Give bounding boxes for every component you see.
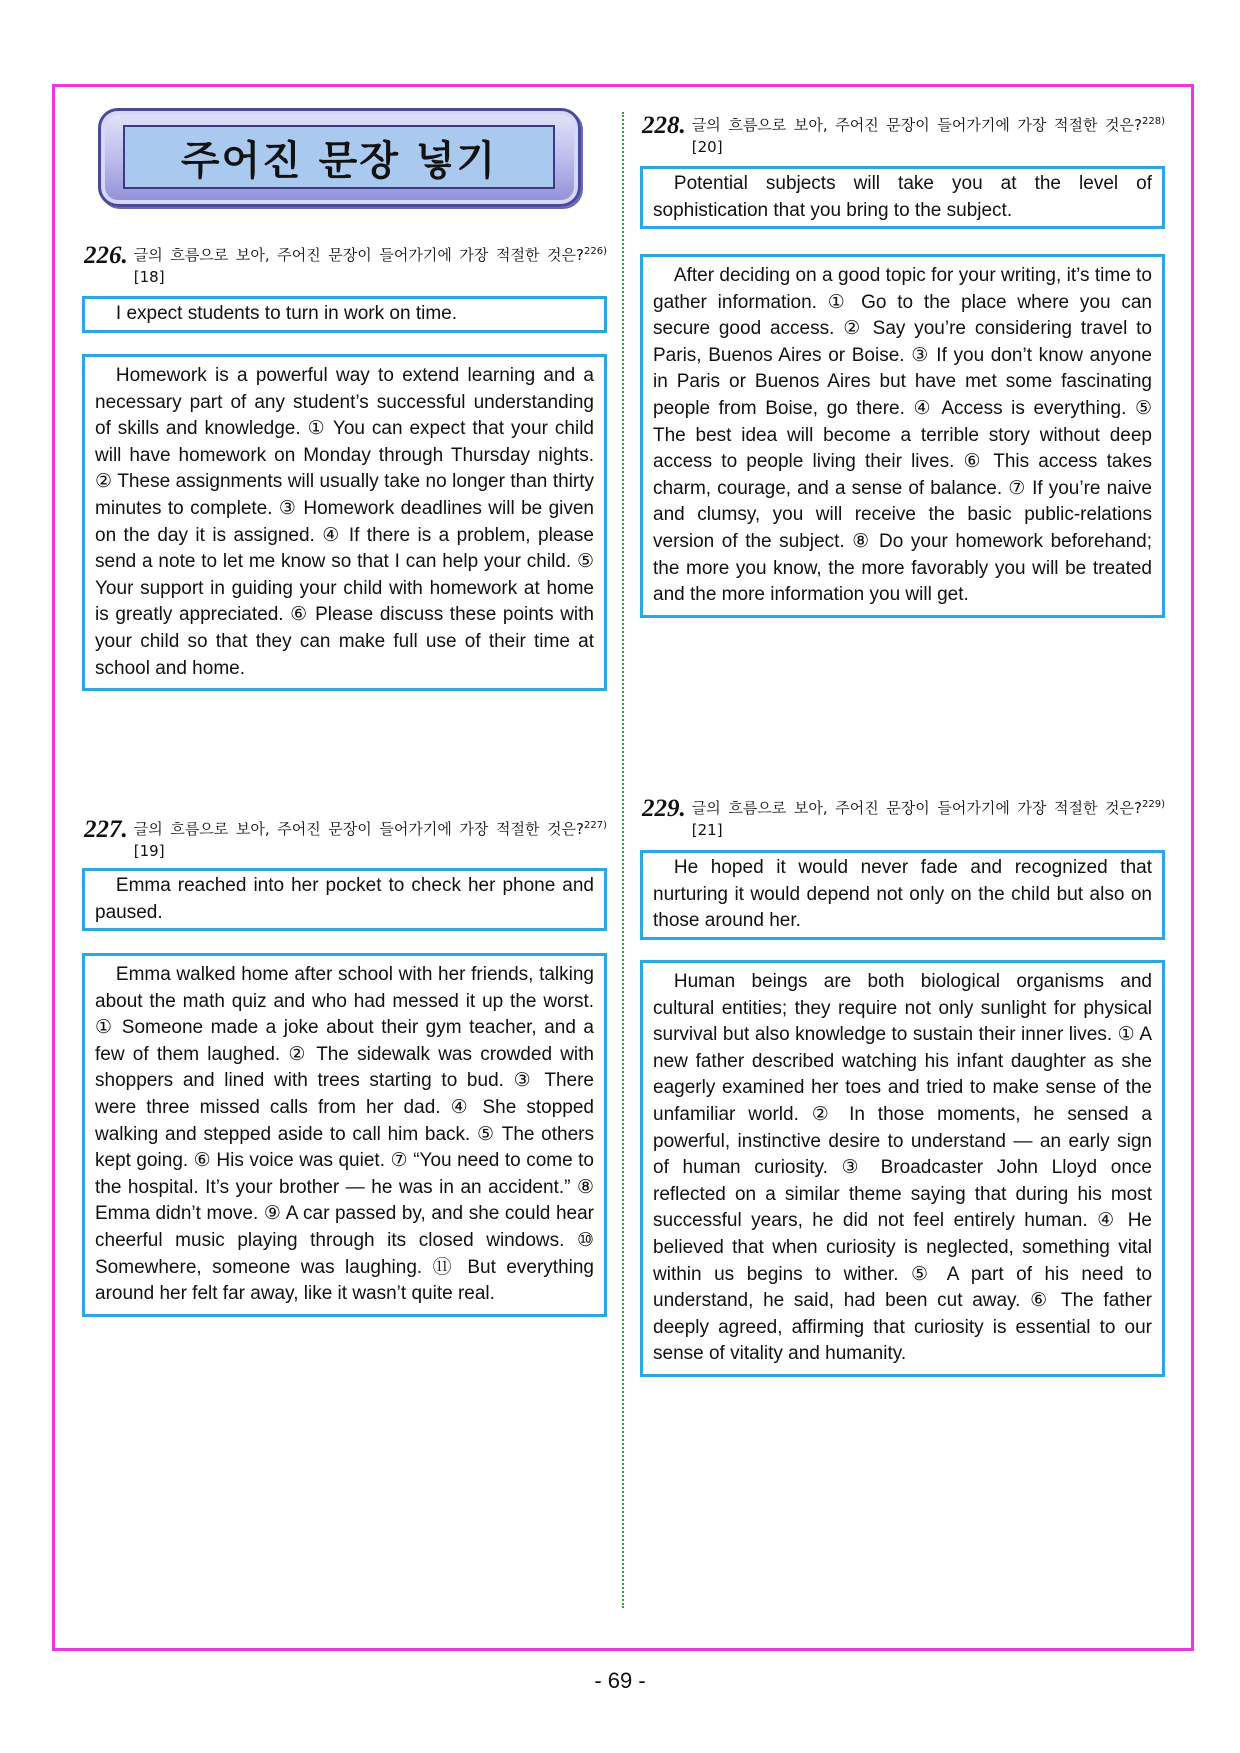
question-number: 228. [642, 112, 686, 139]
question-header-227 [84, 818, 607, 862]
question-header-229 [642, 797, 1165, 841]
footnote-marker: 228) [1142, 116, 1165, 127]
source-tag: [19] [133, 842, 165, 860]
question-prompt [692, 797, 1165, 841]
source-tag: [20] [691, 138, 723, 156]
prompt-text: 글의 흐름으로 보아, 주어진 문장이 들어가기에 가장 적절한 것은? [691, 116, 1142, 134]
prompt-text: 글의 흐름으로 보아, 주어진 문장이 들어가기에 가장 적절한 것은? [691, 799, 1142, 817]
footnote-marker: 229) [1142, 799, 1165, 810]
question-number: 229. [642, 795, 686, 822]
section-title-banner [98, 108, 581, 207]
question-prompt [134, 818, 607, 862]
footnote-marker: 226) [584, 246, 607, 257]
given-sentence-box: He hoped it would never fade and recognized that nurturing it would depend not only on the child but also on those around her. [640, 850, 1165, 940]
passage-box: Emma walked home after school with her friends, talking about the math quiz and who had messed it up the worst. ① Someone made a joke about their gym teacher, and a few of them laughed. ② The sidewalk was crowded with shoppers and lined with trees starting to bud. ③ There were three missed calls from her dad. ④ She stopped walking and stepped aside to call him back. ⑤ The others kept going. ⑥ His voice was quiet. ⑦ “You need to come to the hospital. It’s your brother — he was in an accident.” ⑧ Emma didn’t move. ⑨ A car passed by, and she could hear cheerful music playing through its closed windows. ⑩ Somewhere, someone was laughing. ⑪ But everything around her felt far away, like it wasn’t quite real. [82, 953, 607, 1317]
question-prompt [134, 244, 607, 288]
footnote-marker: 227) [584, 820, 607, 831]
given-sentence-box: Potential subjects will take you at the level of sophistication that you bring to the subject. [640, 166, 1165, 229]
passage-box: Homework is a powerful way to extend learning and a necessary part of any student’s successful understanding of skills and knowledge. ① You can expect that your child will have homework on Monday through Thursday nights. ② These assignments will usually take no longer than thirty minutes to complete. ③ Homework deadlines will be given on the day it is assigned. ④ If there is a problem, please send a note to let me know so that I can help your child. ⑤ Your support in guiding your child with homework at home is greatly appreciated. ⑥ Please discuss these points with your child so that they can make full use of their time at school and home. [82, 354, 607, 691]
column-divider [622, 112, 624, 1608]
source-tag: [21] [691, 821, 723, 839]
page-number: - 69 - [594, 1668, 646, 1693]
question-number: 227. [84, 816, 128, 843]
question-prompt [692, 114, 1165, 158]
passage-box: After deciding on a good topic for your writing, it’s time to gather information. ① Go to the place where you can secure good access. ② Say you’re considering travel to Paris, Buenos Aires or Boise. ③ If you don’t know anyone in Paris or Buenos Aires but have met some fascinating people from Boise, go there. ④ Access is everything. ⑤ The best idea will become a terrible story without deep access to people living their lives. ⑥ This access takes charm, courage, and a sense of balance. ⑦ If you’re naive and clumsy, you will receive the basic public-relations version of the subject. ⑧ Do your homework beforehand; the more you know, the more favorably you will be treated and the more information you will get. [640, 254, 1165, 618]
prompt-text: 글의 흐름으로 보아, 주어진 문장이 들어가기에 가장 적절한 것은? [133, 246, 584, 264]
question-number: 226. [84, 242, 128, 269]
given-sentence-box: Emma reached into her pocket to check her phone and paused. [82, 868, 607, 931]
section-title: 주어진 문장 넣기 [123, 125, 555, 189]
question-header-228 [642, 114, 1165, 158]
passage-box: Human beings are both biological organisms and cultural entities; they require not only sunlight for physical survival but also knowledge to sustain their inner lives. ① A new father described watching his infant daughter as she eagerly examined her toes and tried to make sense of the unfamiliar world. ② In those moments, he sensed a powerful, instinctive desire to understand — an early sign of human curiosity. ③ Broadcaster John Lloyd once reflected on a similar theme saying that during his most successful years, he did not feel entirely human. ④ He believed that when curiosity is neglected, something vital within us begins to wither. ⑤ A part of his need to understand, he said, had been cut away. ⑥ The father deeply agreed, affirming that curiosity is essential to our sense of vitality and humanity. [640, 960, 1165, 1377]
prompt-text: 글의 흐름으로 보아, 주어진 문장이 들어가기에 가장 적절한 것은? [133, 820, 584, 838]
question-header-226 [84, 244, 607, 288]
given-sentence-box: I expect students to turn in work on time. [82, 296, 607, 333]
source-tag: [18] [133, 268, 165, 286]
